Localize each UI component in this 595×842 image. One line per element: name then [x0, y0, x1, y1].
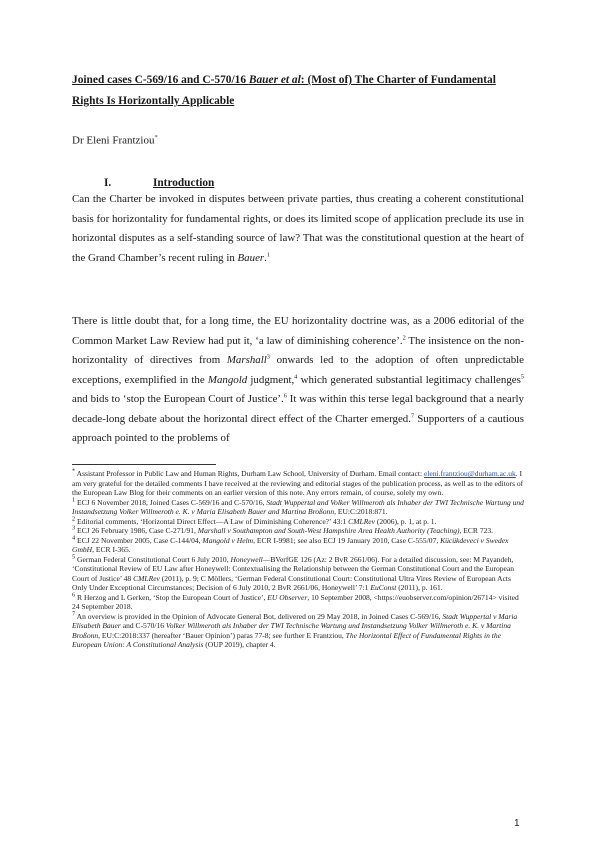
footnote-ref-4[interactable]: 4: [294, 372, 298, 380]
section-heading: [104, 177, 214, 189]
footnote-text: An overview is provided in the Opinion of Advocate General Bot, delivered on 29 May 2018, in Joined Cases C-569/16,: [75, 611, 443, 621]
footnote-ref-3[interactable]: 3: [266, 353, 270, 361]
footnote-text: (2011), p. 161.: [396, 583, 443, 592]
article-title: [72, 70, 524, 112]
footnote-text: , EU:C:2018:337 (hereafter ‘Bauer Opinion’) paras 77-8; see further E Frantziou,: [98, 630, 346, 640]
footnote-text-italic: EuConst: [370, 583, 397, 592]
title-text-b: : (Most of) The Charter of Fundamental Rights Is Horizontally Applicable: [72, 74, 496, 107]
case-name: Mangold: [207, 373, 248, 386]
footnote-text-italic: Kücükdeveci v Swedex GmbH: [72, 535, 509, 554]
footnote-text: R Herzog and L Gerken, ‘Stop the European Court of Justice’,: [75, 592, 268, 602]
footnote-text: —BVerfGE 126 (Az: 2 BvR 2661/06). For a detailed discussion, see: M Payandeh, ‘Constitutional Review of EU Law after Honeywell: Contextualising the Relationship between the German Constitutional Court and the European Court of Justice’ 48: [72, 554, 515, 583]
title-text-a: Joined cases C-569/16 and C-570/16: [72, 74, 249, 86]
case-name: Bauer: [237, 251, 265, 264]
paragraph-1-text: Can the Charter be invoked in disputes between private parties, thus creating a coherent constitutional basis for horizontality for fundamental rights, or does its limited scope of application preclude its use in horizontal disputes as a self-standing source of law? That was the constitutional question at the heart of the Grand Chamber’s recent ruling in: [72, 193, 524, 264]
author-footnote-mark[interactable]: *: [154, 134, 158, 141]
author-name: Dr Eleni Frantziou: [72, 134, 155, 147]
footnote-1: [72, 495, 524, 517]
footnote-ref-7[interactable]: 7: [410, 411, 415, 419]
paragraph-2-text: It was within this terse legal background that a nearly decade-long debate about the horizontal direct effect of the Charter emerged.: [72, 393, 524, 425]
paragraph-2-text: The insistence on the non-horizontality of directives from: [72, 334, 524, 366]
footnote-text: ECJ 26 February 1986, Case C-271/91,: [75, 526, 198, 535]
footnote-text-italic: CMLRev: [348, 516, 375, 526]
section-title: Introduction: [153, 177, 215, 189]
footnote-text: ECJ 22 November 2005, Case C-144/04,: [75, 535, 203, 545]
footnote-5: [72, 552, 524, 593]
section-number: I.: [104, 177, 112, 189]
footnote-ref-6[interactable]: 6: [283, 392, 287, 400]
footnote-text: and C-570/16: [120, 621, 166, 630]
footnote-mark: *: [72, 467, 76, 475]
footnote-mark: 3: [72, 524, 76, 532]
email-link[interactable]: eleni.frantziou@durham.ac.uk: [423, 469, 516, 478]
footnote-3: [72, 526, 524, 536]
footnote-text: , 10 September 2008, <https://euobserver.com/opinion/26714> visited 24 September 2018.: [72, 592, 519, 611]
paragraph-2-text: and bids to ‘stop the European Court of Justice’.: [72, 393, 284, 405]
footnotes: [72, 469, 524, 650]
paragraph-1: [72, 190, 524, 268]
footnote-text: , ECR I-9981; see also ECJ 19 January 2010, Case C-555/07,: [253, 535, 441, 545]
author-line: [72, 134, 158, 147]
footnote-mark: 5: [72, 552, 76, 560]
footnote-text-italic: Marshall v Southampton and South-West Hampshire Area Health Authority (Teaching): [197, 526, 460, 535]
paragraph-2-text: Supporters of a cautious approach pointed to the problems of: [72, 412, 524, 444]
footnote-2: [72, 514, 524, 527]
footnote-text: (OUP 2019), chapter 4.: [203, 640, 276, 649]
footnote-text-italic: Stadt Wuppertal and Volker Willmeroth als Inhaber der TWI Technische Wartung und Instandsetzung Volker Willmeroth e. K. v Maria Elisabeth Bauer and Martina Broßonn: [72, 497, 524, 516]
footnote-text-italic: Stadt Wuppertal v Maria Elisabeth Bauer: [72, 611, 518, 630]
footnote-text-italic: The Horizontal Effect of Fundamental Rights in the European Union: A Constitutional Analysis: [72, 630, 501, 649]
title-text-italic: Bauer et al: [248, 74, 301, 86]
paragraph-2: [72, 312, 524, 449]
paragraph-2-text: There is little doubt that, for a long time, the EU horizontality doctrine was, as a 2006 editorial of the Common Market Law Review had put it, ‘a law of diminishing coherence’.: [72, 315, 524, 347]
footnote-4: [72, 533, 524, 555]
footnote-text: , ECR I-365.: [92, 545, 131, 554]
footnote-text: , ECR 723.: [459, 526, 494, 535]
footnote-mark: 7: [72, 609, 76, 617]
footnote-text: , EU:C:2018:871.: [334, 507, 388, 516]
footnote-text: (2011), p. 9; C Möllers, ‘German Federal Constitutional Court: Constitutional Ultra Vires Review of European Acts Only Under Exceptional Circumstances; Decision of 6 July 2010, 2 BvR 2661/06, Honeywell’ 7:1: [72, 573, 511, 592]
footnote-mark: 6: [72, 590, 76, 598]
paragraph-2-text: judgment,: [247, 373, 295, 386]
footnote-author: [72, 469, 524, 498]
footnote-ref-2[interactable]: 2: [402, 333, 406, 341]
paragraph-2-text: onwards led to the adoption of often unpredictable exceptions, exemplified in the: [72, 354, 524, 386]
paragraph-1-end: .: [264, 251, 267, 264]
footnote-text: Assistant Professor in Public Law and Human Rights, Durham Law School, University of Durham. Email contact:: [75, 469, 424, 478]
footnote-ref-1[interactable]: 1: [266, 250, 271, 258]
footnote-text: German Federal Constitutional Court 6 July 2010,: [75, 554, 231, 564]
footnote-7: [72, 609, 524, 650]
footnote-mark: 1: [72, 495, 76, 503]
case-name: Marshall: [226, 354, 267, 366]
footnote-text-italic: CMLRev: [133, 573, 160, 583]
paragraph-2-text: which generated substantial legitimacy challenges: [297, 373, 521, 386]
footnote-text: ECJ 6 November 2018, Joined Cases C-569/16 and C-570/16,: [75, 497, 267, 507]
footnote-mark: 2: [72, 514, 76, 522]
footnote-text-italic: Mangold v Helm: [202, 535, 254, 545]
footnote-text-italic: EU Observer: [267, 592, 308, 602]
footnote-separator: [72, 464, 216, 465]
footnote-ref-5[interactable]: 5: [520, 372, 524, 380]
footnote-mark: 4: [72, 533, 76, 541]
footnote-6: [72, 590, 524, 612]
footnote-text-italic: Volker Willmeroth als Inhaber der TWI Technische Wartung und Instandsetzung Volker Willmeroth e. K. v Martina Broßonn: [72, 621, 511, 640]
footnote-text: . I am very grateful for the detailed comments I have received at the reviewing and editorial stages of the publication process, as well as to the editors of the European Law Blog for their comments on an earlier version of this note. Any errors remain, of course, solely my own.: [72, 469, 524, 497]
footnote-text-italic: Honeywell: [230, 554, 263, 564]
footnote-text: (2006), p. 1, at p. 1.: [375, 516, 437, 526]
footnote-text: Editorial comments, ‘Horizontal Direct Effect—A Law of Diminishing Coherence?’ 43:1: [75, 516, 349, 526]
page-number: 1: [514, 818, 520, 829]
